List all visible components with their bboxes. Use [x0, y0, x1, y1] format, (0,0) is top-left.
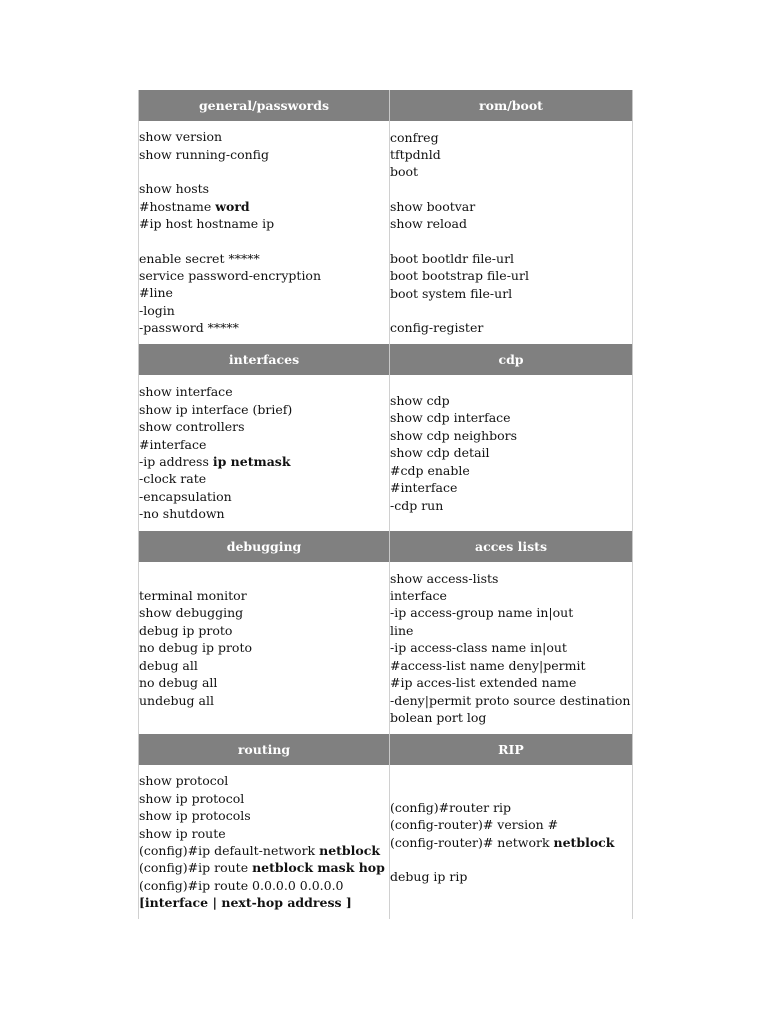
command-text: show debugging	[139, 605, 244, 621]
command-text: (config)#router rip	[390, 799, 512, 815]
command-line	[390, 427, 632, 444]
command-argument: netblock	[319, 843, 381, 858]
command-line	[390, 604, 632, 621]
blank-line	[139, 163, 389, 180]
command-line	[139, 674, 389, 691]
command-line	[390, 163, 632, 180]
section-body-row	[139, 562, 633, 734]
command-line	[390, 198, 632, 215]
command-text: -ip access-class name in|out	[390, 640, 567, 656]
blank-line	[139, 233, 389, 250]
section-header: cdp	[390, 344, 633, 375]
command-argument: ip netmask	[212, 454, 291, 469]
command-line	[139, 284, 389, 301]
section-header: rom/boot	[390, 90, 633, 121]
command-text: no debug ip proto	[139, 640, 253, 656]
command-line	[390, 319, 632, 336]
command-line	[139, 146, 389, 163]
command-text: show cdp	[390, 393, 450, 409]
command-line	[390, 709, 632, 726]
command-line	[139, 488, 389, 505]
command-text: confreg	[390, 129, 439, 145]
command-list	[390, 562, 633, 734]
blank-line	[390, 302, 632, 319]
command-line	[390, 479, 632, 496]
command-text: -ip address	[139, 454, 213, 469]
blank-line	[390, 181, 632, 198]
command-text: (config-router)# version #	[390, 817, 559, 833]
command-line	[139, 453, 389, 470]
command-text: show ip interface (brief)	[139, 401, 293, 417]
command-text: #cdp enable	[390, 462, 470, 478]
command-line	[139, 825, 389, 842]
command-line	[139, 319, 389, 336]
section-header: RIP	[390, 734, 633, 765]
command-text: #ip acces-list extended name	[390, 675, 577, 691]
command-line	[390, 834, 632, 851]
command-text: show cdp interface	[390, 410, 511, 426]
command-line	[390, 250, 632, 267]
command-list	[139, 562, 390, 734]
command-line	[139, 807, 389, 824]
command-text: #interface	[139, 436, 207, 452]
command-text: show ip protocol	[139, 790, 245, 806]
command-line	[390, 444, 632, 461]
command-line	[139, 128, 389, 145]
section-header: routing	[139, 734, 390, 765]
command-argument: netblock mask hop	[252, 860, 385, 876]
command-text: show interface	[139, 384, 233, 400]
command-text: -cdp run	[390, 497, 444, 513]
command-list	[390, 765, 633, 919]
command-line	[139, 302, 389, 319]
command-line	[390, 285, 632, 302]
command-line	[139, 772, 389, 789]
command-text: terminal monitor	[139, 588, 247, 604]
command-text: tftpdnld	[390, 147, 441, 163]
command-text: -no shutdown	[139, 506, 225, 522]
command-line	[139, 401, 389, 418]
command-line	[139, 604, 389, 621]
section-header-row	[139, 344, 633, 375]
command-line	[139, 418, 389, 435]
command-line	[139, 587, 389, 604]
command-text: -clock rate	[139, 471, 207, 487]
command-text: -ip access-group name in|out	[390, 605, 574, 621]
section-header-row	[139, 90, 633, 121]
command-line	[139, 657, 389, 674]
command-line	[390, 674, 632, 691]
command-list	[390, 375, 633, 531]
command-line	[390, 570, 632, 587]
section-header-row	[139, 531, 633, 562]
command-text: show running-config	[139, 146, 269, 162]
command-text: line	[390, 622, 414, 638]
section-body-row	[139, 121, 633, 344]
command-text: #line	[139, 285, 173, 301]
command-line	[139, 790, 389, 807]
section-header-row	[139, 734, 633, 765]
command-text: boot bootldr file-url	[390, 250, 515, 266]
command-text: show protocol	[139, 773, 229, 789]
command-list	[139, 121, 390, 344]
command-line	[390, 409, 632, 426]
command-text: undebug all	[139, 692, 214, 708]
command-text: (config)#ip default-network	[139, 843, 320, 858]
command-text: show access-lists	[390, 570, 499, 586]
command-line	[139, 692, 389, 709]
command-text: config-register	[390, 319, 484, 335]
section-body-row	[139, 375, 633, 531]
command-text: debug ip rip	[390, 868, 468, 884]
command-text: bolean port log	[390, 709, 487, 725]
command-line	[390, 816, 632, 833]
section-body-row	[139, 765, 633, 919]
command-line	[139, 639, 389, 656]
command-list	[390, 121, 633, 344]
command-text: show bootvar	[390, 198, 476, 214]
section-header: general/passwords	[139, 90, 390, 121]
command-text: (config)#ip route	[139, 860, 253, 876]
command-line	[139, 198, 389, 215]
command-line	[139, 180, 389, 197]
command-line	[139, 505, 389, 522]
command-line	[390, 868, 632, 885]
command-text: #interface	[390, 480, 458, 496]
command-line	[139, 622, 389, 639]
command-text: show hosts	[139, 181, 210, 197]
command-line	[139, 215, 389, 232]
command-text: #hostname	[139, 198, 216, 214]
cisco-commands-table	[138, 90, 633, 919]
command-text: boot system file-url	[390, 285, 513, 301]
command-text: -encapsulation	[139, 488, 232, 504]
command-line	[139, 267, 389, 284]
command-list	[139, 375, 390, 531]
blank-line	[390, 233, 632, 250]
command-text: #access-list name deny|permit	[390, 657, 586, 673]
section-header: acces lists	[390, 531, 633, 562]
command-text: show ip protocols	[139, 808, 251, 824]
command-text: boot	[390, 164, 419, 180]
command-list	[139, 765, 390, 919]
command-text: -password *****	[139, 320, 239, 336]
command-argument: netblock	[553, 834, 615, 850]
command-text: debug ip proto	[139, 622, 233, 638]
command-line	[390, 639, 632, 656]
command-text: service password-encryption	[139, 267, 322, 283]
command-line	[390, 587, 632, 604]
command-line	[390, 799, 632, 816]
command-text: (config-router)# network	[390, 834, 554, 850]
command-line	[139, 250, 389, 267]
command-text: #ip host hostname ip	[139, 216, 275, 232]
command-text: no debug all	[139, 675, 218, 691]
command-text: -login	[139, 302, 175, 318]
command-text: show version	[139, 129, 223, 145]
command-line	[390, 462, 632, 479]
command-text: interface	[390, 588, 447, 604]
command-text: enable secret *****	[139, 250, 260, 266]
command-line	[139, 859, 389, 876]
command-line	[139, 877, 389, 894]
command-line	[390, 215, 632, 232]
command-line	[390, 129, 632, 146]
command-line	[390, 622, 632, 639]
command-text: show ip route	[139, 825, 226, 841]
command-text: show reload	[390, 216, 468, 232]
command-text: show cdp neighbors	[390, 427, 518, 443]
section-header: interfaces	[139, 344, 390, 375]
command-line	[390, 497, 632, 514]
command-text: (config)#ip route 0.0.0.0 0.0.0.0	[139, 877, 344, 893]
command-line	[390, 692, 632, 709]
command-text: show controllers	[139, 419, 245, 435]
command-argument: [interface | next-hop address ]	[139, 895, 352, 911]
command-line	[139, 383, 389, 400]
command-text: -deny|permit proto source destination	[390, 692, 631, 708]
command-line	[139, 436, 389, 453]
command-line	[139, 894, 389, 911]
command-line	[390, 657, 632, 674]
blank-line	[390, 851, 632, 868]
command-text: show cdp detail	[390, 445, 490, 461]
section-header: debugging	[139, 531, 390, 562]
command-text: debug all	[139, 657, 198, 673]
command-text: boot bootstrap file-url	[390, 268, 529, 284]
command-line	[390, 267, 632, 284]
command-line	[139, 842, 389, 859]
command-line	[139, 470, 389, 487]
command-line	[390, 392, 632, 409]
command-argument: word	[215, 198, 250, 214]
command-line	[390, 146, 632, 163]
